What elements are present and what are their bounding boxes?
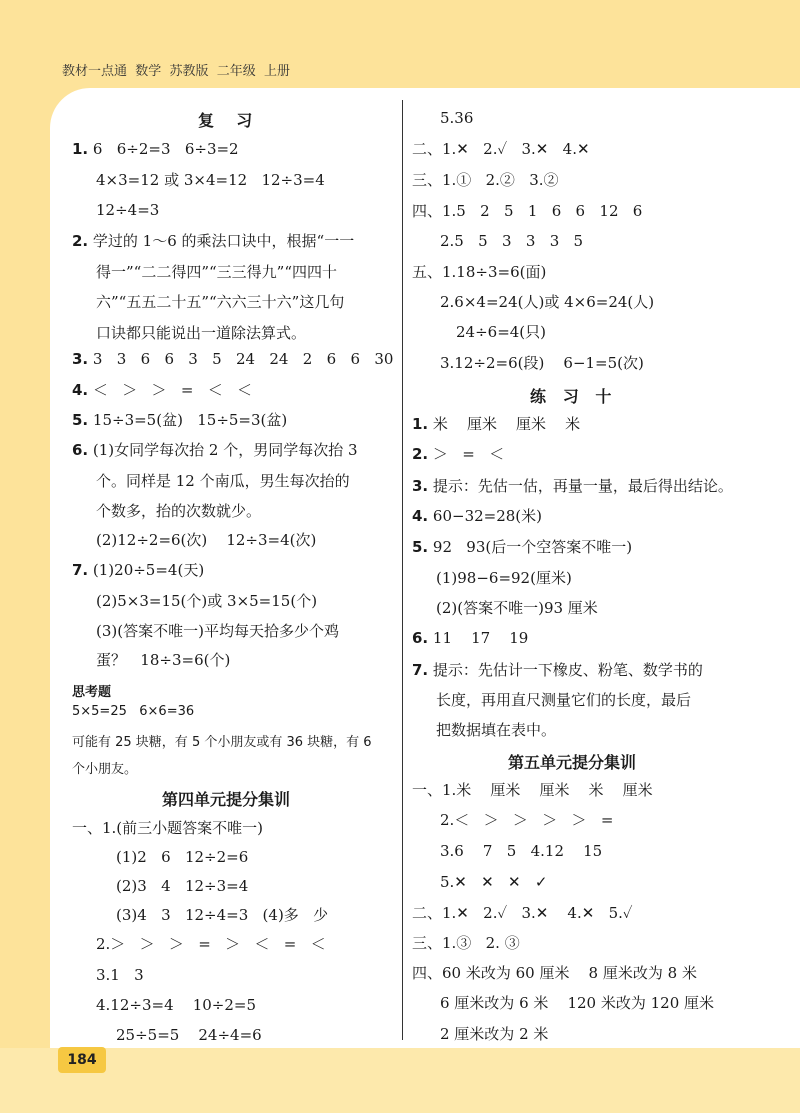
answer-text: 蛋？ 18÷3=6(个) [96,651,231,669]
answer-text: 4×3=12 或 3×4=12 12÷3=4 [96,171,325,189]
answer-text: 12÷4=3 [96,201,160,219]
answer-line [96,650,230,670]
answer-text: (1)98−6=92(厘米) [436,569,572,587]
right-line: 3.12÷2=6(段) 6−1=5(次) [440,354,644,372]
unit5-line: 6 厘米改为 6 米 120 米改为 120 厘米 [440,994,715,1012]
answer-text: 3 3 6 6 3 5 24 24 2 6 6 30 [88,350,394,368]
answer-line [412,537,632,557]
question-number: 6. [72,441,89,459]
answer-text: 提示：先估一估，再量一量，最后得出结论。 [428,477,733,495]
answer-line [96,262,337,282]
answer-text: (3)(答案不唯一)平均每天拾多少个鸡 [96,622,339,640]
right-line: 五、1.18÷3=6(面) [412,263,547,281]
unit4-line: (3)4 3 12÷4=3 (4)多 少 [116,906,329,924]
unit5-line: 5.✕ ✕ ✕ ✓ [440,873,548,891]
unit5-line: 四、60 米改为 60 厘米 8 厘米改为 8 米 [412,964,697,982]
unit5-title: 第五单元提分集训 [508,753,637,772]
answer-text: (1)20÷5=4(天) [88,561,205,579]
answer-line [412,414,580,434]
unit4-line: 一、1.(前三小题答案不唯一) [72,819,264,837]
answer-line [436,568,572,588]
answer-line [436,598,598,618]
right-line: 2.6×4=24(人)或 4×6=24(人) [440,293,655,311]
answer-line [72,139,239,159]
answer-line [96,200,159,220]
unit5-line: 二、1.✕ 2.✓ 3.✕ 4.✕ 5.✓ [412,904,633,922]
think-line: 5×5=25 6×6=36 [72,704,195,719]
book-header: 教材一点通 数学 苏教版 二年级 上册 [62,64,291,79]
unit5-line: 三、1.③ 2. ③ [412,934,520,952]
answer-text: (2)12÷2=6(次) 12÷3=4(次) [96,531,317,549]
question-number: 1. [72,140,89,158]
right-line: 三、1.① 2.② 3.② [412,171,559,189]
unit4-line: 4.12÷3=4 10÷2=5 [96,996,257,1014]
question-number: 4. [72,381,89,399]
right-line: 24÷6=4(只) [456,323,547,341]
answer-text: 15÷3=5(盆) 15÷5=3(盆) [88,411,288,429]
right-line: 四、1.5 2 5 1 6 6 12 6 [412,202,643,220]
question-number: 7. [412,661,429,679]
answer-line [96,323,306,343]
question-number: 5. [72,411,89,429]
unit4-line: 2.＞ ＞ ＞ = ＞ ＜ = ＜ [96,935,326,953]
answer-line [72,349,393,369]
answer-line [412,506,542,526]
answer-text: 学过的 1～6 的乘法口诀中，根据“一一 [88,232,355,250]
answer-line [96,170,325,190]
answer-text: 米 厘米 厘米 米 [428,415,581,433]
unit4-line: (1)2 6 12÷2=6 [116,848,249,866]
answer-text: 提示：先估计一下橡皮、粉笔、数学书的 [428,661,703,679]
answer-line [72,231,354,251]
answer-text: (2)5×3=15(个)或 3×5=15(个) [96,592,318,610]
unit5-line: 3.6 7 5 4.12 15 [440,842,603,860]
answer-line [72,410,287,430]
unit4-title: 第四单元提分集训 [162,790,291,809]
answer-text: ＜ ＞ ＞ = ＜ ＜ [88,381,252,399]
answer-line [436,690,691,710]
answer-line [72,440,358,460]
answer-line [96,501,261,521]
unit5-line: 2.＜ ＞ ＞ ＞ ＞ = [440,811,614,829]
answer-text: 把数据填在表中。 [436,721,557,739]
bottom-strip [0,1048,800,1113]
answer-text: 个数多，抬的次数就少。 [96,502,262,520]
unit4-line: (2)3 4 12÷3=4 [116,877,249,895]
question-number: 4. [412,507,429,525]
answer-line [72,380,252,400]
page-number: 184 [58,1047,106,1073]
answer-text: 口诀都只能说出一道除法算式。 [96,324,307,342]
answer-text: 长度，再用直尺测量它们的长度，最后 [436,691,692,709]
question-number: 7. [72,561,89,579]
think-title: 思考题 [72,685,112,700]
question-number: 2. [412,445,429,463]
answer-line [96,621,339,641]
question-number: 1. [412,415,429,433]
think-line: 可能有 25 块糖，有 5 个小朋友或有 36 块糖，有 6 [72,735,372,750]
question-number: 6. [412,629,429,647]
unit4-line: 25÷5=5 24÷4=6 [116,1026,262,1044]
answer-text: (2)(答案不唯一)93 厘米 [436,599,598,617]
column-divider [402,100,403,1040]
answer-text: 11 17 19 [428,629,529,647]
answer-line [412,476,733,496]
answer-text: ＞ = ＜ [428,445,505,463]
right-line: 2.5 5 3 3 3 5 [440,232,584,250]
answer-line [412,444,504,464]
answer-line [412,628,528,648]
answer-line [96,292,344,312]
right-line: 二、1.✕ 2.✓ 3.✕ 4.✕ [412,140,590,158]
answer-text: 60−32=28(米) [428,507,543,525]
question-number: 5. [412,538,429,556]
answer-text: 个。同样是 12 个南瓜，男生每次抬的 [96,472,350,490]
review-title: 复 习 [198,111,253,130]
answer-line [412,660,703,680]
question-number: 3. [412,477,429,495]
exercise10-title: 练 习 十 [530,387,612,406]
unit4-line: 3.1 3 [96,966,144,984]
answer-text: (1)女同学每次抬 2 个，男同学每次抬 3 [88,441,358,459]
answer-line [96,591,317,611]
unit5-line: 一、1.米 厘米 厘米 米 厘米 [412,781,653,799]
answer-text: 六”“五五二十五”“六六三十六”这几句 [96,293,345,311]
answer-text: 得一”“二二得四”“三三得九”“四四十 [96,263,338,281]
answer-text: 6 6÷2=3 6÷3=2 [88,140,239,158]
right-line: 5.36 [440,109,474,127]
answer-text: 92 93(后一个空答案不唯一) [428,538,633,556]
answer-line [436,720,556,740]
question-number: 3. [72,350,89,368]
answer-line [72,560,204,580]
think-line: 个小朋友。 [72,762,138,777]
question-number: 2. [72,232,89,250]
unit5-line: 2 厘米改为 2 米 [440,1025,549,1043]
answer-line [96,530,316,550]
answer-line [96,471,350,491]
